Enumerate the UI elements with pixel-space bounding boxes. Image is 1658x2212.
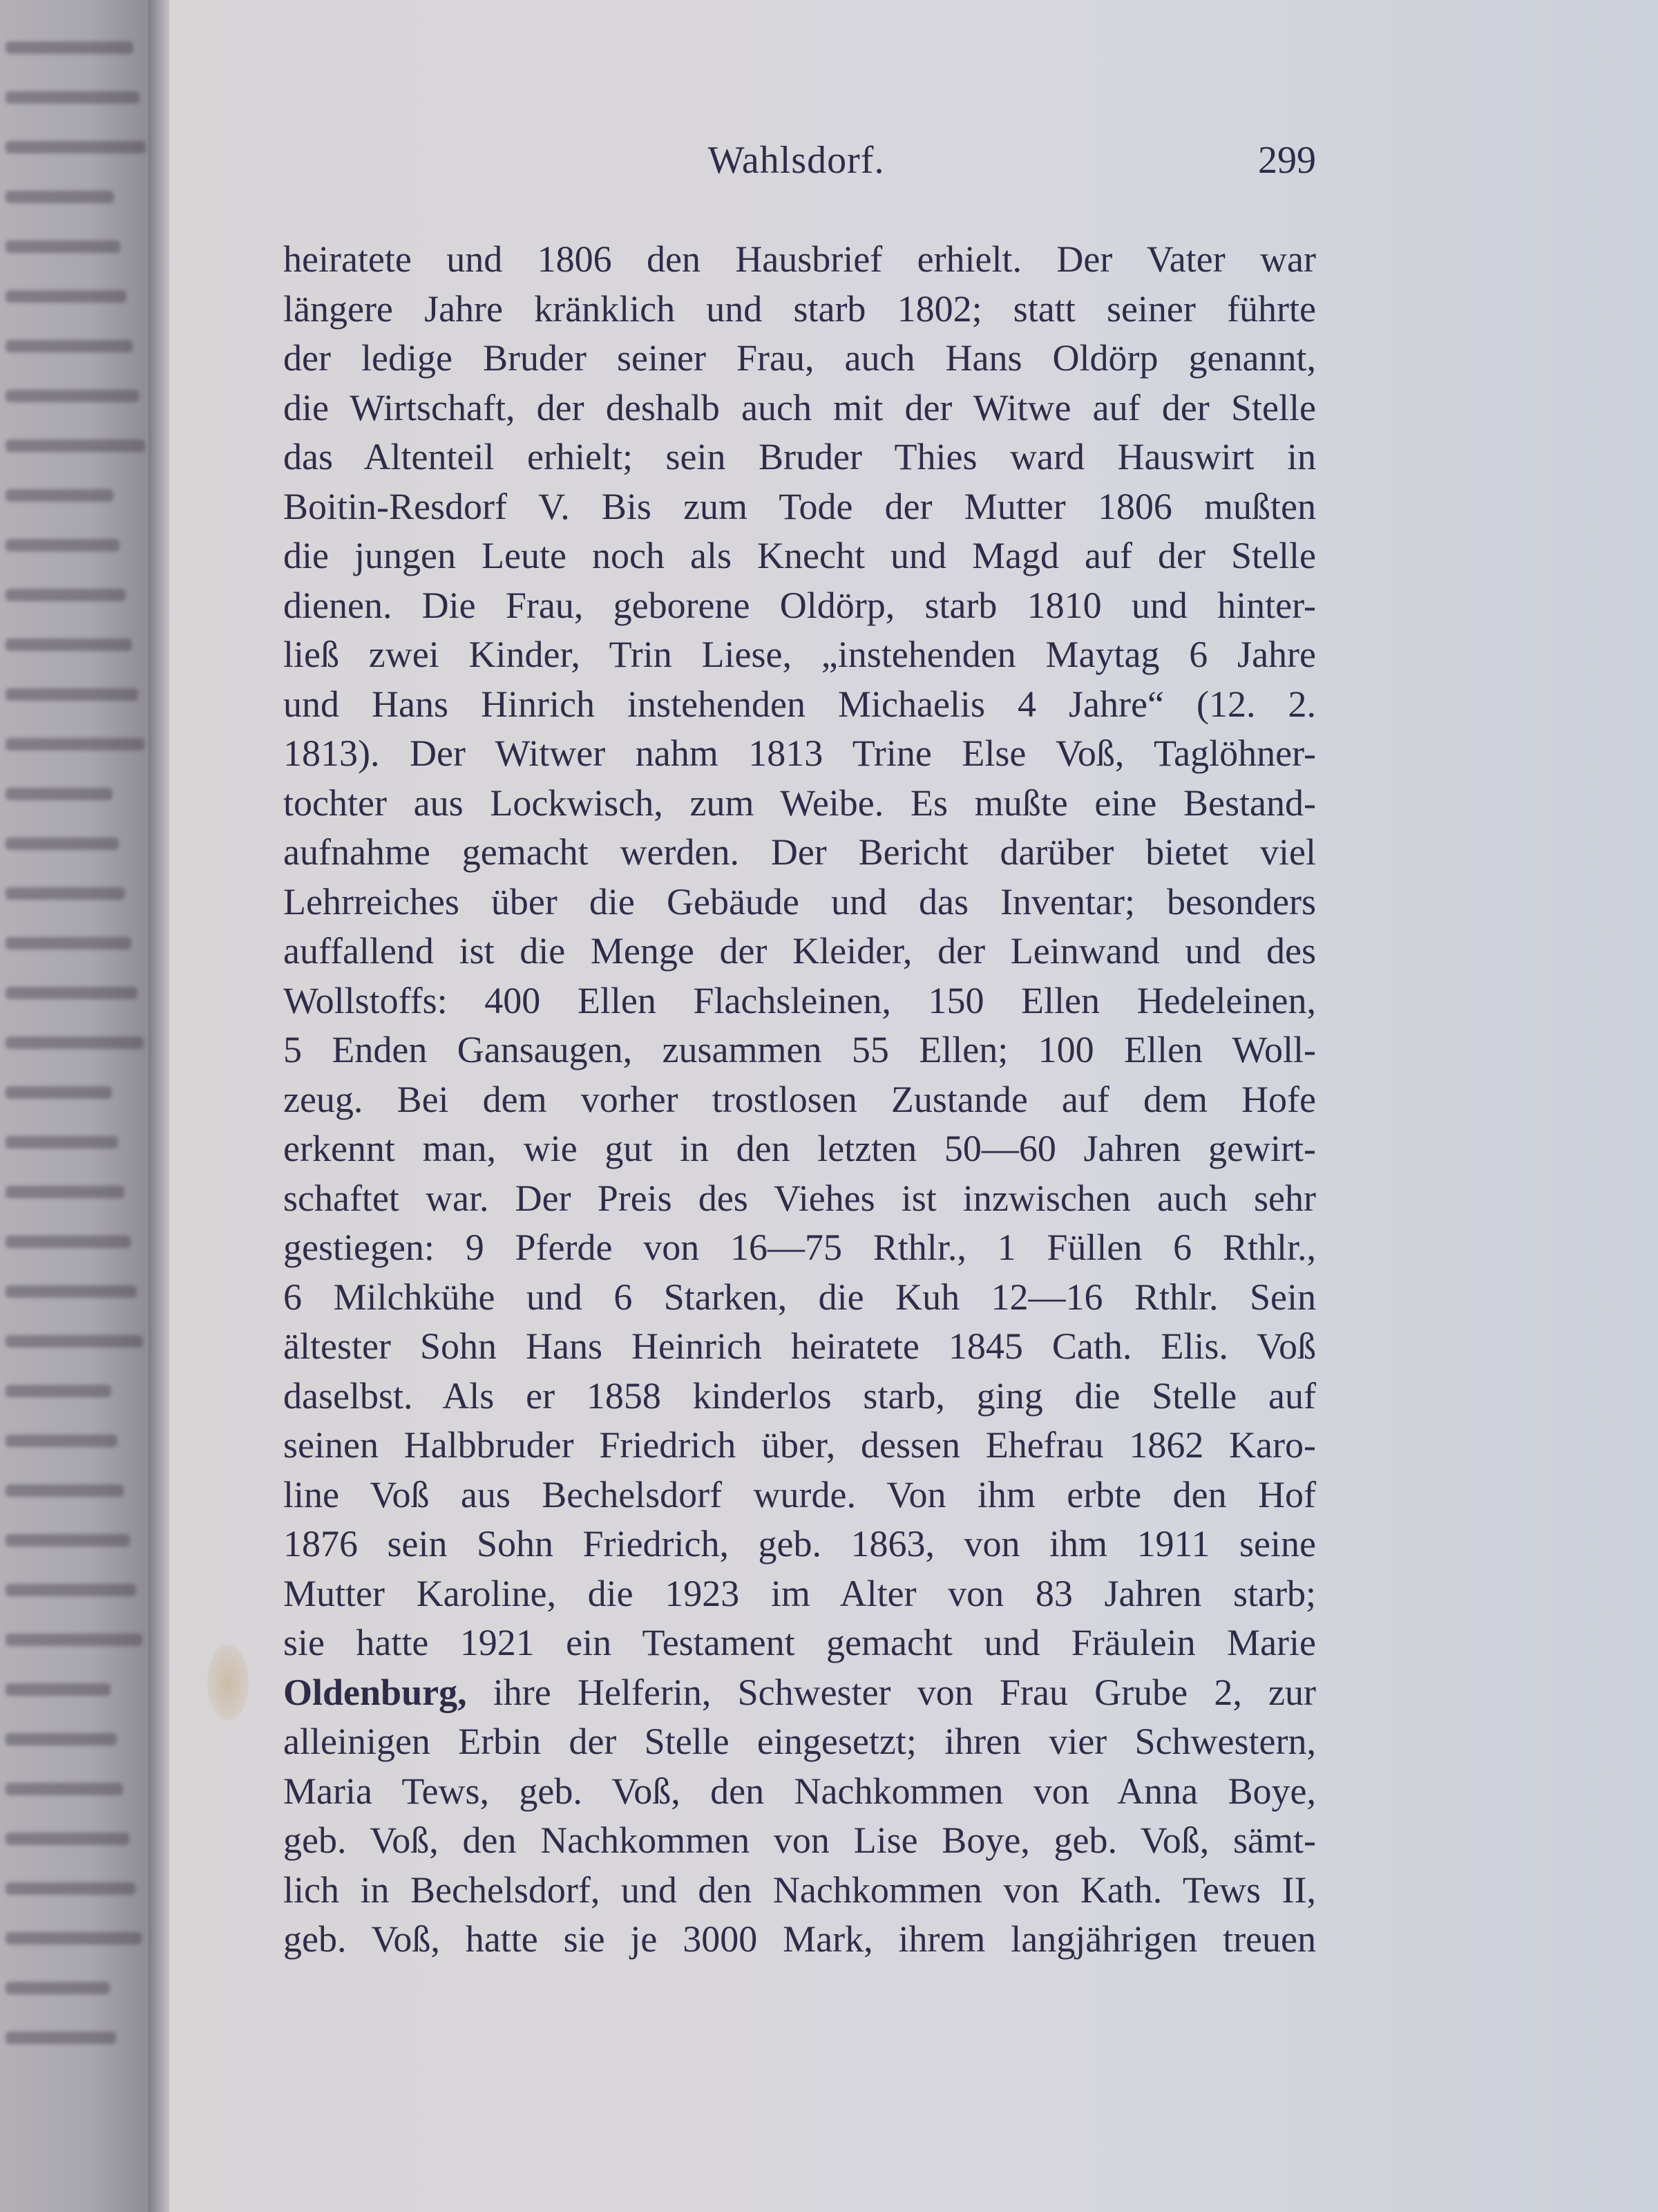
text-line: tochter aus Lockwisch, zum Weibe. Es mußte eine Bestand- xyxy=(283,782,1316,824)
facing-page-text-smudge xyxy=(6,1733,117,1746)
facing-page-text-smudge xyxy=(6,1385,111,1397)
text-line: Boitin-Resdorf V. Bis zum Tode der Mutter 1806 mußten xyxy=(283,485,1316,527)
body-text xyxy=(283,235,1316,1965)
facing-page-text-smudge xyxy=(6,1833,129,1845)
text-line: geb. Voß, hatte sie je 3000 Mark, ihrem langjährigen treuen xyxy=(283,1918,1316,1960)
facing-page-text-smudge xyxy=(6,1335,143,1348)
facing-page-text-smudge xyxy=(6,1136,118,1148)
facing-page-text-smudge xyxy=(6,340,133,352)
facing-page-text-smudge xyxy=(6,141,146,153)
facing-page-text-smudge xyxy=(6,589,126,601)
facing-page-text-smudge xyxy=(6,1186,124,1198)
text-line: alleinigen Erbin der Stelle eingesetzt; ihren vier Schwestern, xyxy=(283,1721,1316,1762)
facing-page-text-smudge xyxy=(6,1683,111,1696)
facing-page-text-smudge xyxy=(6,887,125,900)
facing-page-text-smudge xyxy=(6,41,133,54)
facing-page-text-smudge xyxy=(6,1285,137,1298)
facing-page-text-smudge xyxy=(6,738,144,750)
text-line: der ledige Bruder seiner Frau, auch Hans Oldörp genannt, xyxy=(283,337,1316,379)
text-line: dienen. Die Frau, geborene Oldörp, starb 1810 und hinter- xyxy=(283,584,1316,626)
text-line: seinen Halbbruder Friedrich über, dessen Ehefrau 1862 Karo- xyxy=(283,1424,1316,1466)
facing-page-text-smudge xyxy=(6,937,131,949)
text-line: ältester Sohn Hans Heinrich heiratete 1845 Cath. Elis. Voß xyxy=(283,1325,1316,1367)
facing-page-text-smudge xyxy=(6,1236,131,1248)
text-line: sie hatte 1921 ein Testament gemacht und Fräulein Marie xyxy=(283,1622,1316,1663)
text-line: längere Jahre kränklich und starb 1802; statt seiner führte xyxy=(283,287,1316,330)
paper-stain xyxy=(207,1645,249,1721)
facing-page-text-smudge xyxy=(6,2032,116,2044)
facing-page-text-smudge xyxy=(6,1534,130,1547)
facing-page-text-smudge xyxy=(6,987,137,999)
text-line: auffallend ist die Menge der Kleider, der Leinwand und des xyxy=(283,930,1316,972)
facing-page-text-smudge xyxy=(6,1037,144,1049)
facing-page-text-smudge xyxy=(6,439,145,452)
facing-page-text-smudge xyxy=(6,91,140,104)
facing-page-text-smudge xyxy=(6,688,138,701)
text-line: gestiegen: 9 Pferde von 16—75 Rthlr., 1 Füllen 6 Rthlr., xyxy=(283,1227,1316,1268)
page-header xyxy=(276,138,1316,193)
text-line: Lehrreiches über die Gebäude und das Inventar; besonders xyxy=(283,880,1316,923)
facing-page-text-smudge xyxy=(6,240,120,253)
book-gutter xyxy=(149,0,169,2212)
facing-page-text-smudge xyxy=(6,1484,124,1497)
text-line: aufnahme gemacht werden. Der Bericht darüber bietet viel xyxy=(283,831,1316,873)
facing-page-text-smudge xyxy=(6,191,114,203)
text-line: 1876 sein Sohn Friedrich, geb. 1863, von ihm 1911 seine xyxy=(283,1523,1316,1565)
text-line: 5 Enden Gansaugen, zusammen 55 Ellen; 100 Ellen Woll- xyxy=(283,1029,1316,1070)
text-line: schaftet war. Der Preis des Viehes ist inzwischen auch sehr xyxy=(283,1177,1316,1219)
running-title: Wahlsdorf. xyxy=(707,139,885,182)
facing-page-text-smudge xyxy=(6,1435,117,1447)
text-line: Maria Tews, geb. Voß, den Nachkommen von Anna Boye, xyxy=(283,1770,1316,1812)
facing-page-text-smudge xyxy=(6,788,113,800)
text-line: 1813). Der Witwer nahm 1813 Trine Else Voß, Taglöhner- xyxy=(283,732,1316,774)
text-line: Wollstoffs: 400 Ellen Flachsleinen, 150 Ellen Hedeleinen, xyxy=(283,979,1316,1021)
facing-page-text-smudge xyxy=(6,290,126,303)
facing-page-text-smudge xyxy=(6,1982,110,1994)
facing-page-text-smudge xyxy=(6,1086,112,1099)
facing-page-text-smudge xyxy=(6,838,119,850)
facing-page-text-smudge xyxy=(6,539,120,551)
text-line: das Altenteil erhielt; sein Bruder Thies ward Hauswirt in xyxy=(283,436,1316,478)
facing-page-edge xyxy=(0,0,149,2212)
text-line: lich in Bechelsdorf, und den Nachkommen von Kath. Tews II, xyxy=(283,1869,1316,1911)
text-line xyxy=(283,1668,1316,1718)
facing-page-text-smudge xyxy=(6,1783,123,1795)
facing-page-text-smudge xyxy=(6,1932,142,1945)
text-line: erkennt man, wie gut in den letzten 50—60 Jahren gewirt- xyxy=(283,1128,1316,1169)
text-line: heiratete und 1806 den Hausbrief erhielt. Der Vater war xyxy=(283,238,1316,280)
facing-page-text-smudge xyxy=(6,1882,135,1895)
text-line: und Hans Hinrich instehenden Michaelis 4 Jahre“ (12. 2. xyxy=(283,683,1316,725)
page-number: 299 xyxy=(1258,139,1316,182)
text-fragment: ihre Helferin, Schwester von Frau Grube 2, zur xyxy=(493,1671,1316,1713)
facing-page-text-smudge xyxy=(6,1584,136,1596)
text-line: daselbst. Als er 1858 kinderlos starb, ging die Stelle auf xyxy=(283,1374,1316,1417)
text-line: die Wirtschaft, der deshalb auch mit der Witwe auf der Stelle xyxy=(283,386,1316,428)
text-line: Mutter Karoline, die 1923 im Alter von 83 Jahren starb; xyxy=(283,1572,1316,1614)
text-line: line Voß aus Bechelsdorf wurde. Von ihm erbte den Hof xyxy=(283,1473,1316,1515)
text-line: 6 Milchkühe und 6 Starken, die Kuh 12—16 Rthlr. Sein xyxy=(283,1276,1316,1318)
text-line: geb. Voß, den Nachkommen von Lise Boye, geb. Voß, sämt- xyxy=(283,1819,1316,1861)
text-line: ließ zwei Kinder, Trin Liese, „instehenden Maytag 6 Jahre xyxy=(283,634,1316,675)
facing-page-text-smudge xyxy=(6,390,139,402)
text-line: zeug. Bei dem vorher trostlosen Zustande auf dem Hofe xyxy=(283,1078,1316,1120)
bold-name: Oldenburg, xyxy=(283,1671,467,1713)
facing-page-text-smudge xyxy=(6,1634,142,1646)
facing-page-text-smudge xyxy=(6,639,132,651)
facing-page-text-smudge xyxy=(6,489,113,502)
text-line: die jungen Leute noch als Knecht und Magd auf der Stelle xyxy=(283,535,1316,576)
